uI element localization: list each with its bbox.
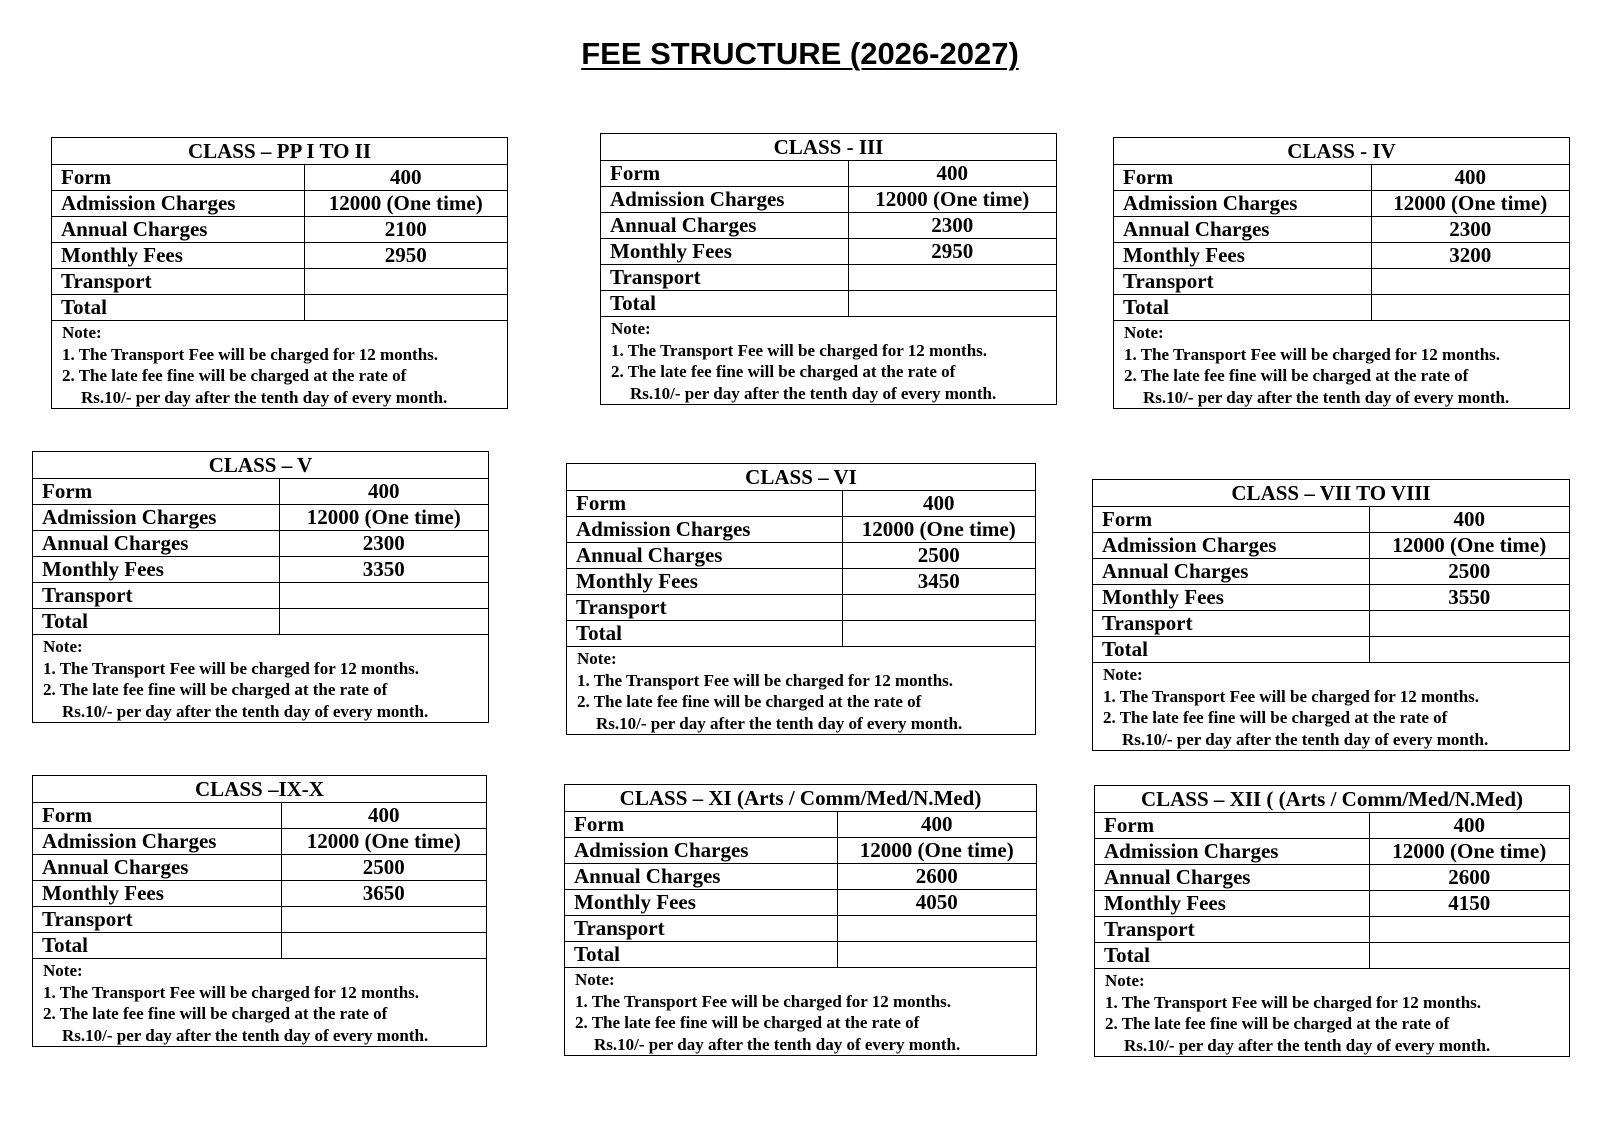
- note-line-3: Rs.10/- per day after the tenth day of every month.: [1122, 729, 1489, 749]
- fee-row-form: [1114, 165, 1569, 191]
- fee-row-transport: [601, 265, 1056, 291]
- fee-note: [1093, 663, 1569, 750]
- fee-row-monthly: [1095, 891, 1569, 917]
- fee-row-transport: [567, 595, 1035, 621]
- fee-row-monthly: [601, 239, 1056, 265]
- fee-table-header-row: [565, 785, 1036, 812]
- note-line-1: 1. The Transport Fee will be charged for 12 months.: [577, 670, 954, 690]
- fee-label-admission: Admission Charges: [1095, 839, 1369, 865]
- fee-note: [601, 317, 1056, 404]
- fee-note: [33, 959, 486, 1046]
- fee-label-transport: Transport: [1114, 269, 1371, 295]
- fee-label-monthly: Monthly Fees: [1095, 891, 1369, 917]
- fee-label-admission: Admission Charges: [33, 829, 281, 855]
- fee-row-annual: [567, 543, 1035, 569]
- fee-row-annual: [1095, 865, 1569, 891]
- fee-value-form: 400: [842, 491, 1035, 517]
- fee-value-monthly: 3650: [281, 881, 486, 907]
- fee-row-form: [1093, 507, 1569, 533]
- note-line-3: Rs.10/- per day after the tenth day of every month.: [62, 701, 429, 721]
- fee-label-monthly: Monthly Fees: [1093, 585, 1369, 611]
- note-heading: Note:: [43, 961, 83, 980]
- fee-table: [1114, 138, 1569, 321]
- fee-label-annual: Annual Charges: [1114, 217, 1371, 243]
- fee-value-annual: 2300: [279, 531, 488, 557]
- note-heading: Note:: [575, 970, 615, 989]
- class-title: CLASS –IX-X: [33, 776, 486, 803]
- fee-label-form: Form: [1093, 507, 1369, 533]
- fee-table-header-row: [567, 464, 1035, 491]
- fee-value-monthly: 3450: [842, 569, 1035, 595]
- fee-label-monthly: Monthly Fees: [33, 557, 279, 583]
- note-line-1: 1. The Transport Fee will be charged for 12 months.: [575, 991, 952, 1011]
- note-line-3: Rs.10/- per day after the tenth day of every month.: [81, 387, 448, 407]
- note-line-3: Rs.10/- per day after the tenth day of every month.: [630, 383, 997, 403]
- note-line-1: 1. The Transport Fee will be charged for 12 months.: [43, 982, 420, 1002]
- fee-row-monthly: [565, 890, 1036, 916]
- note-heading: Note:: [611, 319, 651, 338]
- fee-label-admission: Admission Charges: [601, 187, 848, 213]
- fee-label-transport: Transport: [52, 269, 304, 295]
- fee-value-transport: [1369, 611, 1569, 637]
- fee-value-annual: 2500: [842, 543, 1035, 569]
- fee-label-annual: Annual Charges: [565, 864, 837, 890]
- fee-note: [1114, 321, 1569, 408]
- fee-label-admission: Admission Charges: [52, 191, 304, 217]
- fee-table: [1095, 786, 1569, 969]
- note-line-2: 2. The late fee fine will be charged at the rate of: [1105, 1014, 1450, 1033]
- fee-label-admission: Admission Charges: [1093, 533, 1369, 559]
- fee-table-box: [566, 463, 1036, 735]
- fee-table-box: [32, 775, 487, 1047]
- fee-label-total: Total: [1114, 295, 1371, 321]
- fee-label-total: Total: [565, 942, 837, 968]
- fee-label-transport: Transport: [601, 265, 848, 291]
- fee-label-monthly: Monthly Fees: [33, 881, 281, 907]
- fee-row-admission: [52, 191, 507, 217]
- fee-table-header-row: [52, 138, 507, 165]
- fee-label-form: Form: [33, 479, 279, 505]
- fee-value-admission: 12000 (One time): [304, 191, 507, 217]
- fee-label-total: Total: [601, 291, 848, 317]
- fee-label-admission: Admission Charges: [1114, 191, 1371, 217]
- fee-row-total: [33, 609, 488, 635]
- fee-row-admission: [1093, 533, 1569, 559]
- fee-row-total: [567, 621, 1035, 647]
- fee-row-transport: [1114, 269, 1569, 295]
- class-title: CLASS - IV: [1114, 138, 1569, 165]
- note-line-3: Rs.10/- per day after the tenth day of every month.: [62, 1025, 429, 1045]
- fee-table: [567, 464, 1035, 647]
- fee-row-admission: [33, 829, 486, 855]
- fee-row-form: [33, 479, 488, 505]
- note-heading: Note:: [1103, 665, 1143, 684]
- note-line-2: 2. The late fee fine will be charged at the rate of: [575, 1013, 920, 1032]
- fee-label-transport: Transport: [1093, 611, 1369, 637]
- fee-table-box: [600, 133, 1057, 405]
- fee-row-transport: [52, 269, 507, 295]
- fee-value-admission: 12000 (One time): [848, 187, 1056, 213]
- fee-label-annual: Annual Charges: [601, 213, 848, 239]
- fee-label-admission: Admission Charges: [565, 838, 837, 864]
- fee-value-annual: 2500: [1369, 559, 1569, 585]
- fee-label-admission: Admission Charges: [567, 517, 842, 543]
- fee-label-form: Form: [33, 803, 281, 829]
- fee-label-annual: Annual Charges: [33, 531, 279, 557]
- fee-value-annual: 2600: [1369, 865, 1569, 891]
- fee-value-admission: 12000 (One time): [842, 517, 1035, 543]
- fee-value-transport: [837, 916, 1036, 942]
- fee-label-form: Form: [1095, 813, 1369, 839]
- fee-value-total: [842, 621, 1035, 647]
- fee-label-total: Total: [567, 621, 842, 647]
- fee-row-total: [33, 933, 486, 959]
- fee-row-total: [1114, 295, 1569, 321]
- fee-value-monthly: 2950: [304, 243, 507, 269]
- fee-row-form: [52, 165, 507, 191]
- fee-value-transport: [279, 583, 488, 609]
- fee-note: [565, 968, 1036, 1055]
- class-title: CLASS – XII ( (Arts / Comm/Med/N.Med): [1095, 786, 1569, 813]
- fee-label-annual: Annual Charges: [1095, 865, 1369, 891]
- fee-row-annual: [33, 855, 486, 881]
- fee-label-total: Total: [1093, 637, 1369, 663]
- fee-row-transport: [33, 907, 486, 933]
- fee-table-box: [1092, 479, 1570, 751]
- fee-value-monthly: 2950: [848, 239, 1056, 265]
- fee-table-header-row: [1093, 480, 1569, 507]
- fee-row-form: [601, 161, 1056, 187]
- fee-value-annual: 2500: [281, 855, 486, 881]
- fee-row-form: [565, 812, 1036, 838]
- fee-table-header-row: [33, 776, 486, 803]
- fee-value-total: [848, 291, 1056, 317]
- class-title: CLASS – XI (Arts / Comm/Med/N.Med): [565, 785, 1036, 812]
- page-title: [0, 36, 1600, 72]
- fee-label-monthly: Monthly Fees: [1114, 243, 1371, 269]
- fee-note: [33, 635, 488, 722]
- fee-value-monthly: 4150: [1369, 891, 1569, 917]
- fee-label-annual: Annual Charges: [567, 543, 842, 569]
- fee-table: [565, 785, 1036, 968]
- note-heading: Note:: [1105, 971, 1145, 990]
- fee-value-monthly: 3200: [1371, 243, 1569, 269]
- fee-table-box: [1113, 137, 1570, 409]
- fee-row-admission: [1095, 839, 1569, 865]
- note-line-1: 1. The Transport Fee will be charged for 12 months.: [43, 658, 420, 678]
- fee-row-admission: [567, 517, 1035, 543]
- fee-row-form: [567, 491, 1035, 517]
- fee-value-form: 400: [279, 479, 488, 505]
- note-line-1: 1. The Transport Fee will be charged for 12 months.: [1103, 686, 1480, 706]
- fee-row-transport: [33, 583, 488, 609]
- fee-value-admission: 12000 (One time): [1369, 839, 1569, 865]
- fee-table: [1093, 480, 1569, 663]
- fee-row-annual: [1114, 217, 1569, 243]
- fee-value-admission: 12000 (One time): [279, 505, 488, 531]
- fee-value-transport: [1369, 917, 1569, 943]
- fee-row-annual: [33, 531, 488, 557]
- fee-value-monthly: 4050: [837, 890, 1036, 916]
- fee-value-admission: 12000 (One time): [837, 838, 1036, 864]
- fee-label-transport: Transport: [1095, 917, 1369, 943]
- fee-row-monthly: [33, 881, 486, 907]
- fee-note: [52, 321, 507, 408]
- fee-value-annual: 2300: [848, 213, 1056, 239]
- fee-value-annual: 2600: [837, 864, 1036, 890]
- note-heading: Note:: [1124, 323, 1164, 342]
- fee-value-transport: [1371, 269, 1569, 295]
- fee-table-box: [51, 137, 508, 409]
- fee-value-monthly: 3550: [1369, 585, 1569, 611]
- fee-value-form: 400: [304, 165, 507, 191]
- fee-table-box: [1094, 785, 1570, 1057]
- note-line-2: 2. The late fee fine will be charged at the rate of: [1103, 708, 1448, 727]
- note-heading: Note:: [43, 637, 83, 656]
- fee-value-transport: [304, 269, 507, 295]
- fee-label-total: Total: [33, 609, 279, 635]
- fee-table: [52, 138, 507, 321]
- fee-row-total: [52, 295, 507, 321]
- fee-row-annual: [565, 864, 1036, 890]
- fee-row-monthly: [52, 243, 507, 269]
- note-line-3: Rs.10/- per day after the tenth day of every month.: [596, 713, 963, 733]
- fee-table: [33, 776, 486, 959]
- note-line-3: Rs.10/- per day after the tenth day of every month.: [1143, 387, 1510, 407]
- fee-label-admission: Admission Charges: [33, 505, 279, 531]
- fee-value-form: 400: [281, 803, 486, 829]
- fee-table-box: [32, 451, 489, 723]
- class-title: CLASS – VII TO VIII: [1093, 480, 1569, 507]
- fee-label-monthly: Monthly Fees: [567, 569, 842, 595]
- fee-row-monthly: [1114, 243, 1569, 269]
- fee-table-header-row: [601, 134, 1056, 161]
- note-line-2: 2. The late fee fine will be charged at the rate of: [62, 366, 407, 385]
- fee-label-total: Total: [1095, 943, 1369, 969]
- fee-table-box: [564, 784, 1037, 1056]
- fee-row-total: [601, 291, 1056, 317]
- fee-row-admission: [601, 187, 1056, 213]
- note-line-1: 1. The Transport Fee will be charged for 12 months.: [1105, 992, 1482, 1012]
- note-heading: Note:: [62, 323, 102, 342]
- fee-value-admission: 12000 (One time): [281, 829, 486, 855]
- class-title: CLASS – PP I TO II: [52, 138, 507, 165]
- note-line-2: 2. The late fee fine will be charged at the rate of: [43, 1004, 388, 1023]
- fee-row-admission: [1114, 191, 1569, 217]
- page-title-text: FEE STRUCTURE (2026-2027): [581, 36, 1019, 71]
- fee-label-form: Form: [52, 165, 304, 191]
- fee-value-total: [1371, 295, 1569, 321]
- note-line-2: 2. The late fee fine will be charged at the rate of: [577, 692, 922, 711]
- fee-value-form: 400: [1369, 507, 1569, 533]
- fee-label-total: Total: [52, 295, 304, 321]
- fee-label-annual: Annual Charges: [1093, 559, 1369, 585]
- fee-row-form: [33, 803, 486, 829]
- fee-label-transport: Transport: [33, 907, 281, 933]
- fee-label-form: Form: [601, 161, 848, 187]
- fee-row-total: [565, 942, 1036, 968]
- fee-value-annual: 2300: [1371, 217, 1569, 243]
- class-title: CLASS - III: [601, 134, 1056, 161]
- fee-label-transport: Transport: [565, 916, 837, 942]
- fee-row-annual: [1093, 559, 1569, 585]
- fee-value-form: 400: [1371, 165, 1569, 191]
- fee-value-transport: [281, 907, 486, 933]
- fee-label-form: Form: [565, 812, 837, 838]
- fee-table: [33, 452, 488, 635]
- fee-value-total: [281, 933, 486, 959]
- fee-label-monthly: Monthly Fees: [52, 243, 304, 269]
- fee-label-monthly: Monthly Fees: [601, 239, 848, 265]
- class-title: CLASS – VI: [567, 464, 1035, 491]
- fee-row-form: [1095, 813, 1569, 839]
- fee-value-total: [279, 609, 488, 635]
- fee-value-transport: [848, 265, 1056, 291]
- fee-value-form: 400: [1369, 813, 1569, 839]
- note-line-2: 2. The late fee fine will be charged at the rate of: [1124, 366, 1469, 385]
- fee-row-admission: [33, 505, 488, 531]
- note-line-2: 2. The late fee fine will be charged at the rate of: [611, 362, 956, 381]
- fee-label-total: Total: [33, 933, 281, 959]
- fee-value-total: [1369, 943, 1569, 969]
- fee-table-header-row: [1095, 786, 1569, 813]
- fee-value-total: [304, 295, 507, 321]
- fee-value-form: 400: [837, 812, 1036, 838]
- fee-value-monthly: 3350: [279, 557, 488, 583]
- fee-label-monthly: Monthly Fees: [565, 890, 837, 916]
- fee-value-total: [1369, 637, 1569, 663]
- class-title: CLASS – V: [33, 452, 488, 479]
- fee-value-total: [837, 942, 1036, 968]
- fee-label-transport: Transport: [33, 583, 279, 609]
- fee-value-admission: 12000 (One time): [1369, 533, 1569, 559]
- fee-row-annual: [52, 217, 507, 243]
- fee-value-form: 400: [848, 161, 1056, 187]
- note-line-3: Rs.10/- per day after the tenth day of every month.: [1124, 1035, 1491, 1055]
- fee-value-admission: 12000 (One time): [1371, 191, 1569, 217]
- note-line-3: Rs.10/- per day after the tenth day of every month.: [594, 1034, 961, 1054]
- fee-row-monthly: [33, 557, 488, 583]
- note-line-1: 1. The Transport Fee will be charged for 12 months.: [611, 340, 988, 360]
- fee-table: [601, 134, 1056, 317]
- fee-value-transport: [842, 595, 1035, 621]
- fee-label-form: Form: [567, 491, 842, 517]
- fee-value-annual: 2100: [304, 217, 507, 243]
- fee-row-transport: [1093, 611, 1569, 637]
- fee-row-monthly: [567, 569, 1035, 595]
- fee-label-annual: Annual Charges: [52, 217, 304, 243]
- note-heading: Note:: [577, 649, 617, 668]
- fee-table-header-row: [1114, 138, 1569, 165]
- note-line-1: 1. The Transport Fee will be charged for 12 months.: [62, 344, 439, 364]
- note-line-2: 2. The late fee fine will be charged at the rate of: [43, 680, 388, 699]
- fee-row-admission: [565, 838, 1036, 864]
- fee-row-monthly: [1093, 585, 1569, 611]
- fee-table-header-row: [33, 452, 488, 479]
- note-line-1: 1. The Transport Fee will be charged for 12 months.: [1124, 344, 1501, 364]
- fee-note: [567, 647, 1035, 734]
- fee-row-transport: [1095, 917, 1569, 943]
- fee-label-annual: Annual Charges: [33, 855, 281, 881]
- fee-note: [1095, 969, 1569, 1056]
- fee-row-total: [1093, 637, 1569, 663]
- fee-label-form: Form: [1114, 165, 1371, 191]
- fee-row-annual: [601, 213, 1056, 239]
- fee-row-total: [1095, 943, 1569, 969]
- fee-label-transport: Transport: [567, 595, 842, 621]
- fee-row-transport: [565, 916, 1036, 942]
